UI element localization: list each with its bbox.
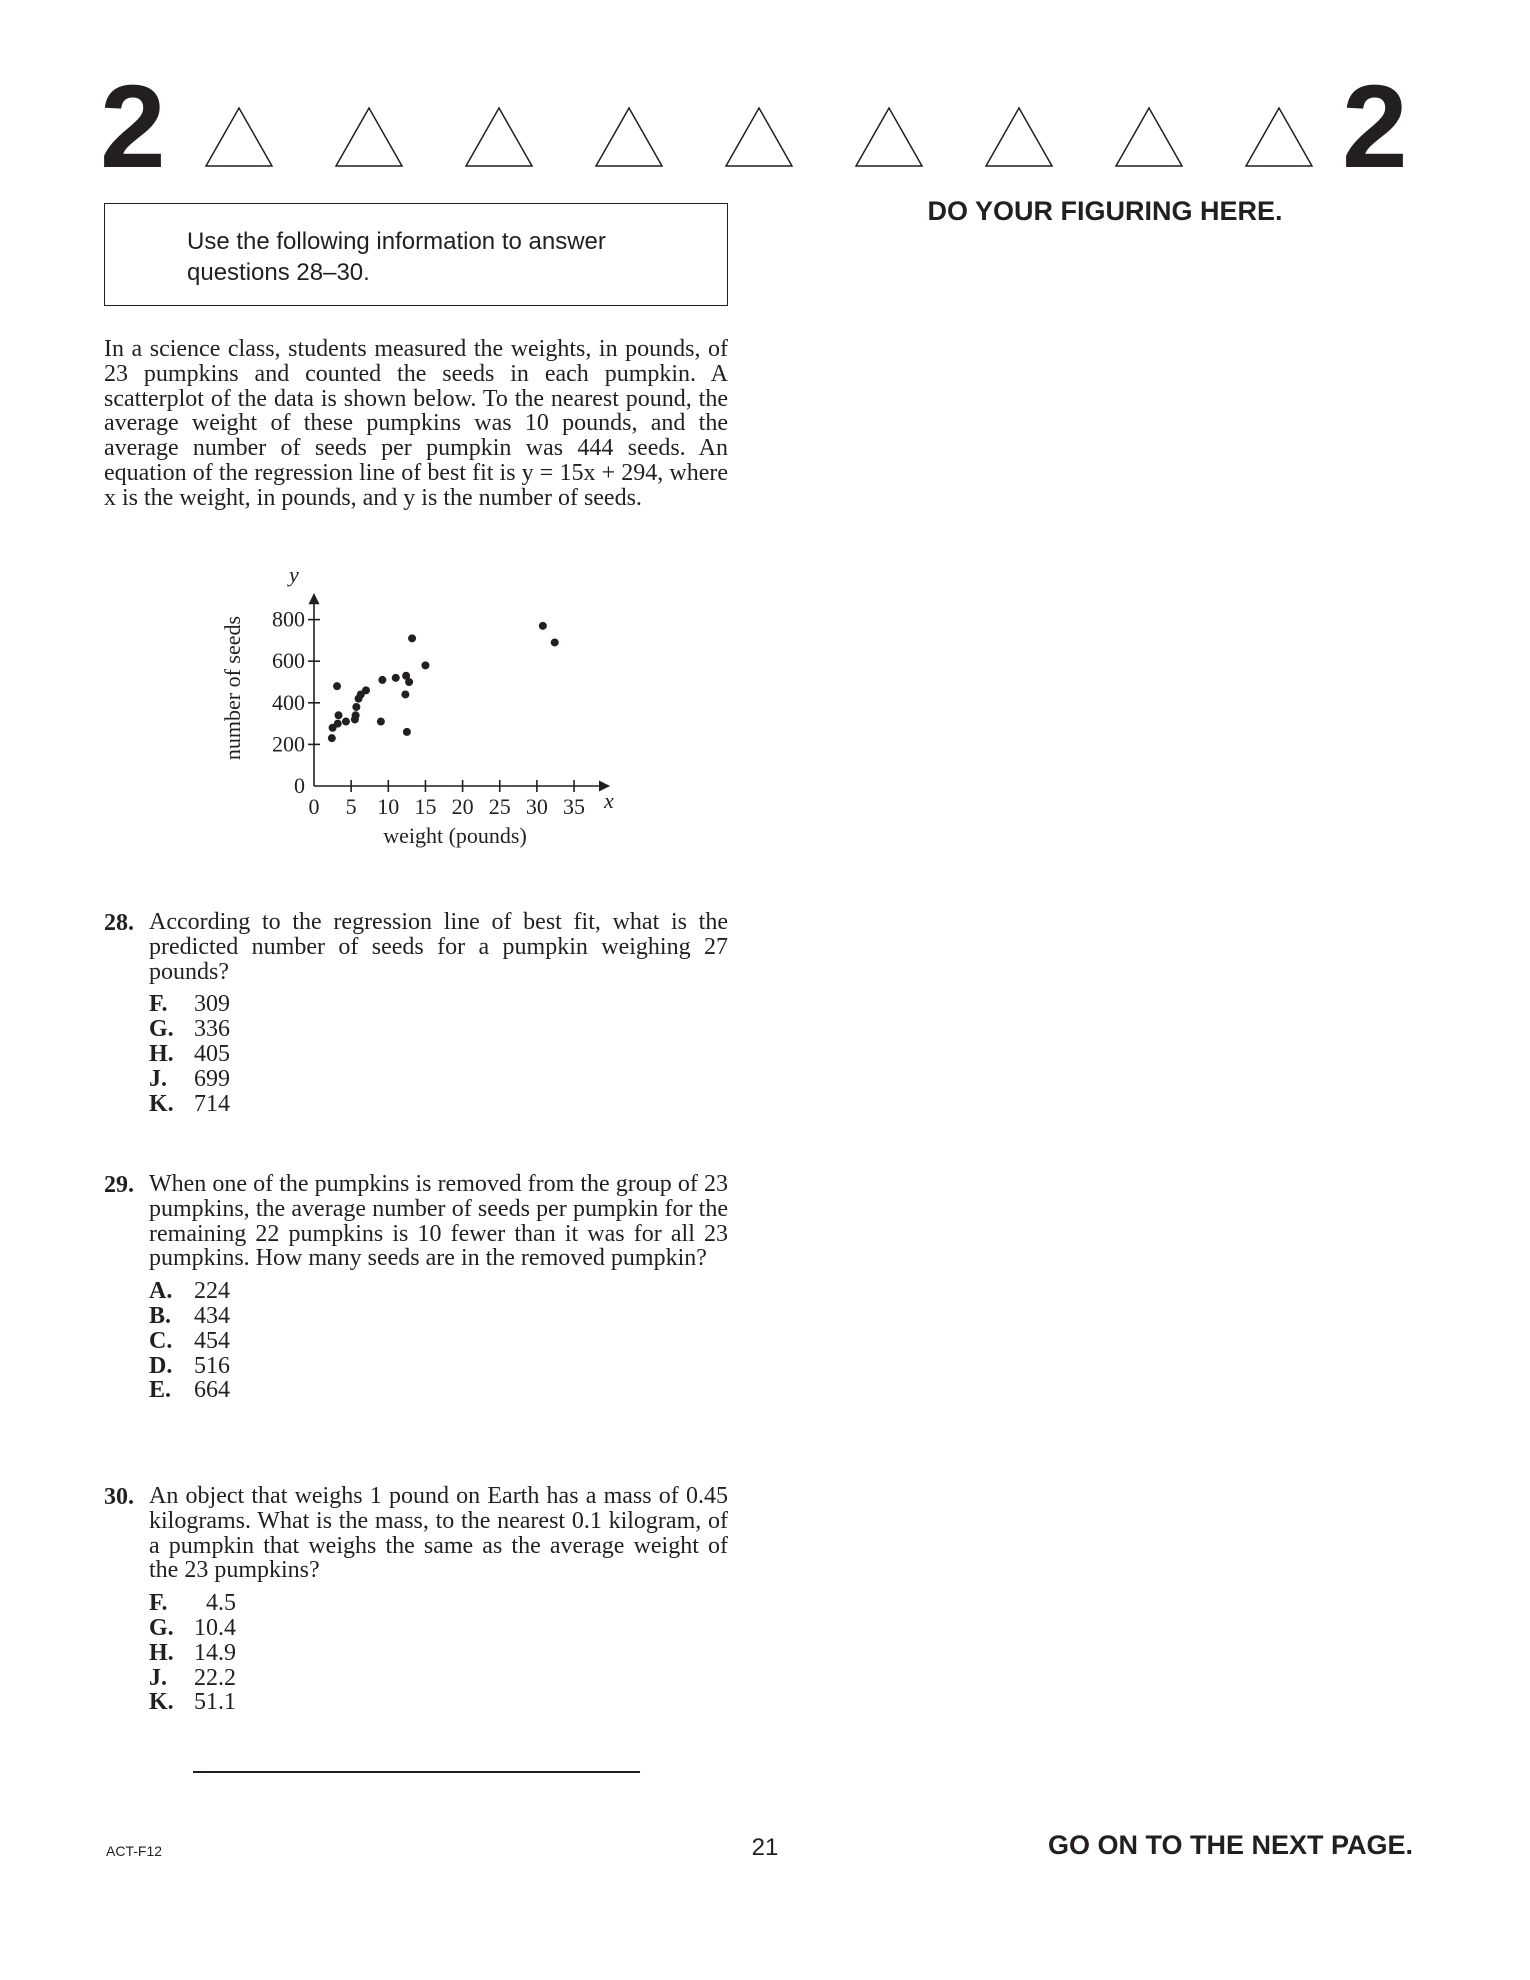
- answer-choice[interactable]: [149, 1329, 728, 1354]
- choice-letter: E.: [149, 1377, 172, 1404]
- question-29: [104, 1172, 728, 1403]
- x-tick-label: 5: [345, 794, 357, 819]
- outline-triangle-icon: [726, 108, 792, 166]
- question-stem: [104, 910, 728, 984]
- page-number: 21: [751, 1834, 779, 1861]
- info-box: [104, 203, 728, 306]
- x-tick-label: 35: [563, 794, 586, 819]
- outline-triangle-icon: [1116, 108, 1182, 166]
- outline-triangle-icon: [466, 108, 532, 166]
- y-axis-label: number of seeds: [220, 615, 245, 761]
- question-30: [104, 1484, 728, 1715]
- answer-choice[interactable]: [149, 1591, 728, 1616]
- info-box-text: [187, 226, 707, 288]
- x-tick-label: 0: [308, 794, 320, 819]
- question-28: [104, 910, 728, 1116]
- x-tick-label: 20: [451, 794, 474, 819]
- choice-letter: C.: [149, 1327, 173, 1354]
- x-axis-variable: x: [604, 788, 614, 813]
- answer-choice[interactable]: [149, 1067, 728, 1092]
- choice-letter: J.: [149, 1065, 167, 1092]
- choice-value: 714: [194, 1090, 230, 1117]
- x-tick-label: 30: [525, 794, 548, 819]
- data-point: [342, 718, 350, 726]
- choice-letter: H.: [149, 1639, 174, 1666]
- answer-choice[interactable]: [149, 1690, 728, 1715]
- answer-choice[interactable]: [149, 1641, 728, 1666]
- answer-choice[interactable]: [149, 992, 728, 1017]
- data-point: [352, 711, 360, 719]
- answer-choice[interactable]: [149, 1092, 728, 1117]
- info-box-line2: questions 28–30.: [187, 259, 370, 286]
- data-point: [333, 682, 341, 690]
- y-axis-variable: y: [289, 562, 299, 587]
- section-number-left: 2: [100, 61, 166, 193]
- choice-value: 434: [194, 1302, 230, 1329]
- outline-triangle-icon: [986, 108, 1052, 166]
- answer-choice[interactable]: [149, 1304, 728, 1329]
- question-number: 28.: [104, 910, 134, 936]
- answer-choice[interactable]: [149, 1017, 728, 1042]
- choice-letter: F.: [149, 991, 168, 1018]
- answer-choices: [149, 992, 728, 1116]
- data-point: [392, 674, 400, 682]
- choice-letter: K.: [149, 1090, 174, 1117]
- choice-letter: B.: [149, 1302, 172, 1329]
- question-number: 30.: [104, 1484, 134, 1510]
- y-tick-label: 200: [272, 731, 305, 757]
- choice-value: 51.1: [194, 1689, 236, 1716]
- y-tick-label: 0: [294, 773, 305, 798]
- form-code: ACT-F12: [106, 1843, 163, 1859]
- data-point: [539, 622, 547, 630]
- choice-letter: F.: [149, 1590, 168, 1617]
- x-tick-label: 10: [377, 794, 400, 819]
- x-tick-label: 25: [488, 794, 511, 819]
- choice-letter: K.: [149, 1689, 174, 1716]
- choice-value: 664: [194, 1377, 230, 1404]
- choice-value: 699: [194, 1065, 230, 1092]
- choice-value: 454: [194, 1327, 230, 1354]
- question-text: According to the regression line of best fit, what is the predicted number of seeds for a pumpkin weighing 27 pounds?: [149, 909, 728, 985]
- scatterplot: [210, 560, 630, 860]
- answer-choice[interactable]: [149, 1279, 728, 1304]
- question-stem: [104, 1484, 728, 1583]
- data-point: [403, 728, 411, 736]
- x-axis-label: weight (pounds): [383, 823, 527, 848]
- answer-choices: [149, 1591, 728, 1715]
- data-point: [328, 734, 336, 742]
- answer-choice[interactable]: [149, 1378, 728, 1403]
- choice-value: 10.4: [194, 1614, 236, 1641]
- y-tick-label: 800: [272, 606, 305, 632]
- choice-value: 516: [194, 1352, 230, 1379]
- answer-choices: [149, 1279, 728, 1403]
- info-box-line1: Use the following information to answer: [187, 228, 606, 255]
- data-point: [408, 634, 416, 642]
- outline-triangle-icon: [1246, 108, 1312, 166]
- data-point: [335, 711, 343, 719]
- question-text: An object that weighs 1 pound on Earth has a mass of 0.45 kilograms. What is the mass, to the nearest 0.1 kilogram, of a pumpkin that weighs the same as the average weight of the 23 pumpkins?: [149, 1483, 728, 1584]
- choice-letter: A.: [149, 1278, 173, 1305]
- data-point: [352, 703, 360, 711]
- y-tick-label: 400: [272, 689, 305, 715]
- outline-triangle-icon: [596, 108, 662, 166]
- y-tick-label: 600: [272, 648, 305, 674]
- choice-value: 309: [194, 991, 230, 1018]
- data-point: [405, 678, 413, 686]
- question-stem: [104, 1172, 728, 1271]
- answer-choice[interactable]: [149, 1042, 728, 1067]
- choice-value: 336: [194, 1016, 230, 1043]
- data-point: [377, 718, 385, 726]
- next-page-notice: GO ON TO THE NEXT PAGE.: [1047, 1830, 1413, 1860]
- choice-value: 224: [194, 1278, 230, 1305]
- answer-choice[interactable]: [149, 1616, 728, 1641]
- data-point: [421, 661, 429, 669]
- choice-letter: H.: [149, 1040, 174, 1067]
- data-point: [362, 686, 370, 694]
- choice-letter: G.: [149, 1614, 174, 1641]
- outline-triangle-icon: [336, 108, 402, 166]
- answer-choice[interactable]: [149, 1666, 728, 1691]
- choice-value: 405: [194, 1040, 230, 1067]
- figuring-label: DO YOUR FIGURING HERE.: [927, 196, 1283, 226]
- intro-paragraph: In a science class, students measured the weights, in pounds, of 23 pumpkins and counted the seeds in each pumpkin. A scatterplot of the data is shown below. To the nearest pound, the average weight of these pumpkins was 10 pounds, and the average number of seeds per pumpkin was 444 seeds. An equation of the regression line of best fit is y = 15x + 294, where x is the weight, in pounds, and y is the number of seeds.: [104, 336, 728, 511]
- x-tick-label: 15: [414, 794, 437, 819]
- choice-value: 4.5: [206, 1590, 236, 1617]
- question-number: 29.: [104, 1172, 134, 1198]
- outline-triangle-icon: [856, 108, 922, 166]
- data-point: [551, 638, 559, 646]
- choice-value: 14.9: [194, 1639, 236, 1666]
- question-text: When one of the pumpkins is removed from the group of 23 pumpkins, the average number of seeds per pumpkin for the remaining 22 pumpkins is 10 fewer than it was for all 23 pumpkins. How many seeds are in the removed pumpkin?: [149, 1171, 728, 1272]
- choice-letter: G.: [149, 1016, 174, 1043]
- data-point: [334, 720, 342, 728]
- section-number-right: 2: [1342, 61, 1408, 193]
- choice-value: 22.2: [194, 1664, 236, 1691]
- outline-triangle-icon: [206, 108, 272, 166]
- data-point: [378, 676, 386, 684]
- answer-choice[interactable]: [149, 1354, 728, 1379]
- section-end-rule: [193, 1771, 640, 1773]
- choice-letter: D.: [149, 1352, 173, 1379]
- choice-letter: J.: [149, 1664, 167, 1691]
- triangle-row: [0, 0, 1530, 180]
- data-point: [401, 690, 409, 698]
